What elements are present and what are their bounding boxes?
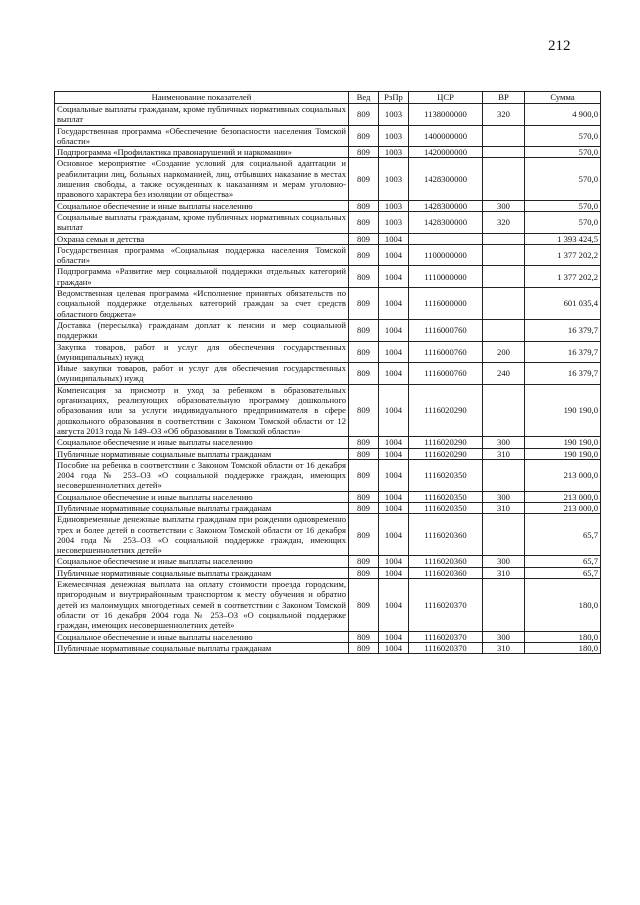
table-row: [55, 363, 601, 385]
row-ved-cell: 809: [349, 448, 379, 459]
row-ved-cell: 809: [349, 341, 379, 363]
row-rzpr-cell: 1004: [379, 233, 409, 244]
row-ved-cell: 809: [349, 631, 379, 642]
row-rzpr-cell: 1004: [379, 459, 409, 491]
row-csr-cell: 1116020290: [409, 437, 483, 448]
table-row: [55, 125, 601, 147]
row-csr-cell: 1400000000: [409, 125, 483, 147]
row-vr-cell: 300: [483, 556, 525, 567]
row-vr-cell: [483, 266, 525, 288]
row-ved-cell: 809: [349, 266, 379, 288]
row-csr-cell: 1100000000: [409, 244, 483, 266]
row-ved-cell: 809: [349, 567, 379, 578]
row-sum-cell: 180,0: [525, 642, 601, 653]
row-ved-cell: 809: [349, 642, 379, 653]
table-row: [55, 341, 601, 363]
row-ved-cell: 809: [349, 147, 379, 158]
row-vr-cell: 310: [483, 502, 525, 513]
budget-table: [54, 91, 601, 654]
row-vr-cell: [483, 288, 525, 320]
row-sum-cell: 65,7: [525, 514, 601, 556]
row-sum-cell: 570,0: [525, 200, 601, 211]
row-sum-cell: 1 377 202,2: [525, 244, 601, 266]
table-row: [55, 502, 601, 513]
row-name-cell: Подпрограмма «Профилактика правонарушений и наркомании»: [55, 147, 349, 158]
row-vr-cell: 240: [483, 363, 525, 385]
row-sum-cell: 16 379,7: [525, 341, 601, 363]
row-ved-cell: 809: [349, 437, 379, 448]
table-row: [55, 147, 601, 158]
row-name-cell: Государственная программа «Обеспечение безопасности населения Томской области»: [55, 125, 349, 147]
row-sum-cell: 570,0: [525, 211, 601, 233]
table-row: [55, 631, 601, 642]
row-csr-cell: 1116000760: [409, 363, 483, 385]
row-sum-cell: 180,0: [525, 579, 601, 631]
row-name-cell: Доставка (пересылка) гражданам доплат к пенсии и мер социальной поддержки: [55, 319, 349, 341]
table-row: [55, 491, 601, 502]
table-row: [55, 437, 601, 448]
table-row: [55, 104, 601, 126]
row-vr-cell: 320: [483, 104, 525, 126]
row-csr-cell: 1116020290: [409, 384, 483, 436]
table-row: [55, 244, 601, 266]
row-csr-cell: 1116020350: [409, 459, 483, 491]
row-sum-cell: 213 000,0: [525, 502, 601, 513]
row-name-cell: Иные закупки товаров, работ и услуг для обеспечения государственных (муниципальных) нужд: [55, 363, 349, 385]
table-row: [55, 579, 601, 631]
row-rzpr-cell: 1004: [379, 502, 409, 513]
row-ved-cell: 809: [349, 363, 379, 385]
table-row: [55, 211, 601, 233]
row-rzpr-cell: 1003: [379, 211, 409, 233]
table-row: [55, 233, 601, 244]
row-csr-cell: 1116000000: [409, 288, 483, 320]
row-rzpr-cell: 1004: [379, 266, 409, 288]
row-rzpr-cell: 1003: [379, 158, 409, 200]
row-vr-cell: [483, 514, 525, 556]
row-name-cell: Основное мероприятие «Создание условий для социальной адаптации и реабилитации лиц, больных наркоманией, лиц, отбывших наказание в местах лишения свободы, а также осужденных к наказаниям и мерам уголовно-правового характера без изоляции от общества»: [55, 158, 349, 200]
row-csr-cell: 1116020360: [409, 514, 483, 556]
row-sum-cell: 16 379,7: [525, 363, 601, 385]
row-vr-cell: [483, 384, 525, 436]
row-name-cell: Ведомственная целевая программа «Исполнение принятых обязательств по социальной поддержке отдельных категорий граждан за счет средств областного бюджета»: [55, 288, 349, 320]
table-row: [55, 200, 601, 211]
row-rzpr-cell: 1004: [379, 363, 409, 385]
table-row: [55, 556, 601, 567]
table-row: [55, 514, 601, 556]
row-csr-cell: 1116020370: [409, 631, 483, 642]
row-sum-cell: 570,0: [525, 147, 601, 158]
row-vr-cell: 300: [483, 200, 525, 211]
row-name-cell: Публичные нормативные социальные выплаты гражданам: [55, 567, 349, 578]
row-ved-cell: 809: [349, 244, 379, 266]
header-name: Наименование показателей: [55, 92, 349, 104]
row-vr-cell: [483, 319, 525, 341]
row-name-cell: Подпрограмма «Развитие мер социальной поддержки отдельных категорий граждан»: [55, 266, 349, 288]
row-csr-cell: 1110000000: [409, 266, 483, 288]
header-ved: Вед: [349, 92, 379, 104]
row-rzpr-cell: 1004: [379, 642, 409, 653]
row-ved-cell: 809: [349, 491, 379, 502]
row-vr-cell: 310: [483, 448, 525, 459]
row-sum-cell: 190 190,0: [525, 448, 601, 459]
header-rzpr: РзПр: [379, 92, 409, 104]
row-name-cell: Государственная программа «Социальная поддержка населения Томской области»: [55, 244, 349, 266]
row-rzpr-cell: 1004: [379, 244, 409, 266]
table-header-row: [55, 92, 601, 104]
row-sum-cell: 213 000,0: [525, 459, 601, 491]
row-rzpr-cell: 1004: [379, 556, 409, 567]
row-csr-cell: 1138000000: [409, 104, 483, 126]
row-name-cell: Социальное обеспечение и иные выплаты населению: [55, 491, 349, 502]
row-ved-cell: 809: [349, 200, 379, 211]
row-ved-cell: 809: [349, 579, 379, 631]
row-csr-cell: 1428300000: [409, 200, 483, 211]
row-rzpr-cell: 1004: [379, 341, 409, 363]
row-sum-cell: 1 393 424,5: [525, 233, 601, 244]
row-vr-cell: [483, 147, 525, 158]
row-rzpr-cell: 1004: [379, 437, 409, 448]
table-row: [55, 319, 601, 341]
row-name-cell: Закупка товаров, работ и услуг для обеспечения государственных (муниципальных) нужд: [55, 341, 349, 363]
row-sum-cell: 180,0: [525, 631, 601, 642]
row-name-cell: Социальное обеспечение и иные выплаты населению: [55, 556, 349, 567]
row-rzpr-cell: 1004: [379, 448, 409, 459]
row-vr-cell: [483, 125, 525, 147]
row-csr-cell: 1116020290: [409, 448, 483, 459]
row-rzpr-cell: 1003: [379, 104, 409, 126]
row-rzpr-cell: 1004: [379, 579, 409, 631]
row-rzpr-cell: 1004: [379, 319, 409, 341]
table-row: [55, 448, 601, 459]
row-sum-cell: 1 377 202,2: [525, 266, 601, 288]
row-rzpr-cell: 1004: [379, 567, 409, 578]
row-name-cell: Социальное обеспечение и иные выплаты населению: [55, 437, 349, 448]
row-csr-cell: 1420000000: [409, 147, 483, 158]
row-rzpr-cell: 1004: [379, 288, 409, 320]
row-rzpr-cell: 1004: [379, 384, 409, 436]
row-csr-cell: 1116020370: [409, 579, 483, 631]
row-vr-cell: [483, 459, 525, 491]
header-vr: ВР: [483, 92, 525, 104]
row-rzpr-cell: 1004: [379, 514, 409, 556]
row-rzpr-cell: 1004: [379, 631, 409, 642]
row-vr-cell: [483, 244, 525, 266]
row-sum-cell: 570,0: [525, 158, 601, 200]
table-row: [55, 288, 601, 320]
row-name-cell: Публичные нормативные социальные выплаты гражданам: [55, 642, 349, 653]
row-name-cell: Ежемесячная денежная выплата на оплату стоимости проезда городским, пригородным и внутрирайонным транспортом к месту обучения и обратно детей из малоимущих многодетных семей в соответствии с Законом Томской области от 16 декабря 2004 года № 253–ОЗ «О социальной поддержке граждан, имеющих несовершеннолетних детей»: [55, 579, 349, 631]
row-ved-cell: 809: [349, 384, 379, 436]
row-vr-cell: 200: [483, 341, 525, 363]
row-ved-cell: 809: [349, 514, 379, 556]
page-number: 212: [548, 38, 571, 54]
row-ved-cell: 809: [349, 319, 379, 341]
row-sum-cell: 16 379,7: [525, 319, 601, 341]
table-row: [55, 567, 601, 578]
row-csr-cell: 1428300000: [409, 158, 483, 200]
row-ved-cell: 809: [349, 459, 379, 491]
row-ved-cell: 809: [349, 104, 379, 126]
row-csr-cell: 1116020360: [409, 556, 483, 567]
row-ved-cell: 809: [349, 125, 379, 147]
row-name-cell: Публичные нормативные социальные выплаты гражданам: [55, 448, 349, 459]
row-csr-cell: [409, 233, 483, 244]
row-name-cell: Пособие на ребенка в соответствии с Законом Томской области от 16 декабря 2004 года № 253–ОЗ «О социальной поддержке граждан, имеющих несовершеннолетних детей»: [55, 459, 349, 491]
row-sum-cell: 65,7: [525, 567, 601, 578]
row-vr-cell: [483, 158, 525, 200]
row-name-cell: Публичные нормативные социальные выплаты гражданам: [55, 502, 349, 513]
table-row: [55, 459, 601, 491]
row-sum-cell: 190 190,0: [525, 437, 601, 448]
row-vr-cell: 300: [483, 491, 525, 502]
row-name-cell: Компенсация за присмотр и уход за ребенком в образовательных организациях, реализующих образовательную программу дошкольного образования или за услуги индивидуального предпринимателя в сфере дошкольного образования в соответствии с Законом Томской области от 12 августа 2013 года № 149–ОЗ «Об образовании в Томской области»: [55, 384, 349, 436]
row-vr-cell: 310: [483, 567, 525, 578]
row-vr-cell: [483, 579, 525, 631]
row-vr-cell: 300: [483, 631, 525, 642]
row-vr-cell: [483, 233, 525, 244]
row-ved-cell: 809: [349, 288, 379, 320]
row-name-cell: Социальные выплаты гражданам, кроме публичных нормативных социальных выплат: [55, 104, 349, 126]
row-vr-cell: 320: [483, 211, 525, 233]
row-sum-cell: 601 035,4: [525, 288, 601, 320]
row-csr-cell: 1116020350: [409, 502, 483, 513]
table-row: [55, 266, 601, 288]
header-csr: ЦСР: [409, 92, 483, 104]
table-row: [55, 158, 601, 200]
row-ved-cell: 809: [349, 233, 379, 244]
row-sum-cell: 570,0: [525, 125, 601, 147]
row-vr-cell: 300: [483, 437, 525, 448]
row-csr-cell: 1116020370: [409, 642, 483, 653]
row-csr-cell: 1116020350: [409, 491, 483, 502]
row-sum-cell: 190 190,0: [525, 384, 601, 436]
row-name-cell: Охрана семьи и детства: [55, 233, 349, 244]
table-row: [55, 384, 601, 436]
row-sum-cell: 213 000,0: [525, 491, 601, 502]
row-sum-cell: 4 900,0: [525, 104, 601, 126]
row-rzpr-cell: 1003: [379, 200, 409, 211]
row-name-cell: Единовременные денежные выплаты гражданам при рождении одновременно трех и более детей в соответствии с Законом Томской области от 16 декабря 2004 года № 253–ОЗ «О социальной поддержке граждан, имеющих несовершеннолетних детей»: [55, 514, 349, 556]
row-name-cell: Социальное обеспечение и иные выплаты населению: [55, 200, 349, 211]
table-row: [55, 642, 601, 653]
row-name-cell: Социальные выплаты гражданам, кроме публичных нормативных социальных выплат: [55, 211, 349, 233]
row-vr-cell: 310: [483, 642, 525, 653]
row-rzpr-cell: 1003: [379, 125, 409, 147]
row-sum-cell: 65,7: [525, 556, 601, 567]
row-name-cell: Социальное обеспечение и иные выплаты населению: [55, 631, 349, 642]
row-csr-cell: 1116020360: [409, 567, 483, 578]
row-csr-cell: 1116000760: [409, 341, 483, 363]
row-ved-cell: 809: [349, 502, 379, 513]
table-body: [55, 104, 601, 654]
header-sum: Сумма: [525, 92, 601, 104]
row-csr-cell: 1428300000: [409, 211, 483, 233]
row-rzpr-cell: 1004: [379, 491, 409, 502]
row-ved-cell: 809: [349, 556, 379, 567]
row-ved-cell: 809: [349, 211, 379, 233]
row-rzpr-cell: 1003: [379, 147, 409, 158]
row-csr-cell: 1116000760: [409, 319, 483, 341]
row-ved-cell: 809: [349, 158, 379, 200]
